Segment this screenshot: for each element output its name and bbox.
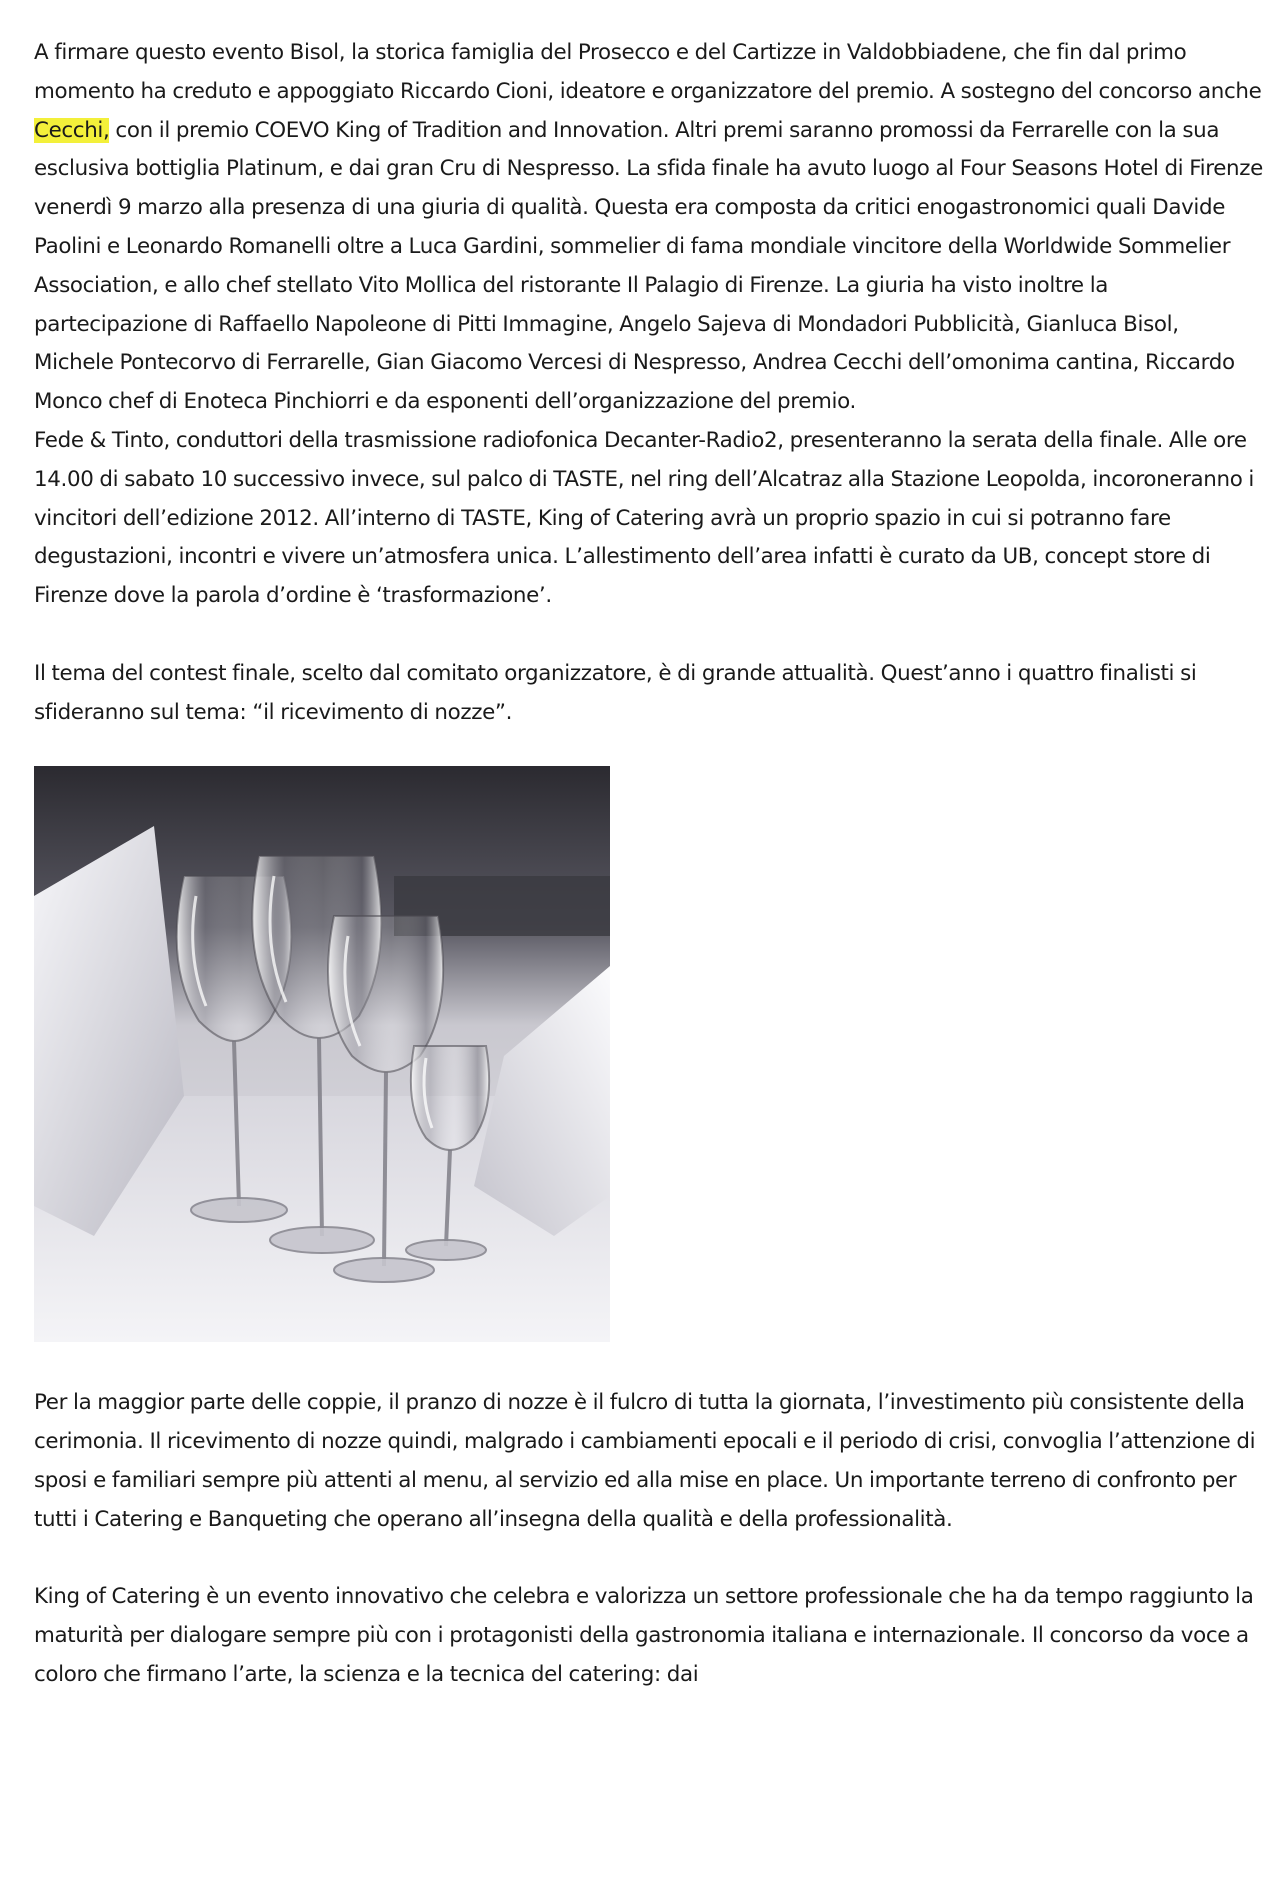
paragraph-spacer (34, 1540, 1264, 1579)
paragraph-presenters: Fede & Tinto, conduttori della trasmissione radiofonica Decanter-Radio2, presenteranno la serata della finale. Alle ore 14.00 di sabato 10 successivo invece, sul palco di TASTE, nel ring dell’Alcatraz alla Stazione Leopolda, incoroneranno i vincitori dell’edizione 2012. All’interno di TASTE, King of Catering avrà un proprio spazio in cui si potranno fare degustazioni, incontri e vivere un’atmosfera unica. L’allestimento dell’area infatti è curato da UB, concept store di Firenze dove la parola d’ordine è ‘trasformazione’. (34, 427, 1254, 609)
paragraph-wedding-lunch: Per la maggior parte delle coppie, il pranzo di nozze è il fulcro di tutta la giornata, l’investimento più consistente della cerimonia. Il ricevimento di nozze quindi, malgrado i cambiamenti epocali e il periodo di crisi, convoglia l’attenzione di sposi e familiari sempre più attenti al menu, al servizio ed alla mise en place. Un importante terreno di confronto per tutti i Catering e Banqueting che operano all’insegna della qualità e della professionalità. (34, 1390, 1256, 1532)
wine-glasses-illustration (34, 766, 610, 1342)
paragraph-jury-text-end: con il premio COEVO King of Tradition and Innovation. Altri premi saranno promossi da Ferrarelle con la sua esclusiva bottiglia Platinum, e dai gran Cru di Nespresso. La sfida finale ha avuto luogo al Four Seasons Hotel di Firenze venerdì 9 marzo alla presenza di una giuria di qualità. Questa era composta da critici enogastronomici quali Davide Paolini e Leonardo Romanelli oltre a Luca Gardini, sommelier di fama mondiale vincitore della Worldwide Sommelier Association, e allo chef stellato Vito Mollica del ristorante Il Palagio di Firenze. La giuria ha visto inoltre la partecipazione di Raffaello Napoleone di Pitti Immagine, Angelo Sajeva di Mondadori Pubblicità, Gianluca Bisol, Michele Pontecorvo di Ferrarelle, Gian Giacomo Vercesi di Nespresso, Andrea Cecchi dell’omonima cantina, Riccardo Monco chef di Enoteca Pinchiorri e da esponenti dell’organizzazione del premio. (34, 117, 1263, 415)
paragraph-jury-text-start: A firmare questo evento Bisol, la storica famiglia del Prosecco e del Cartizze in Valdobbiadene, che fin dal primo momento ha creduto e appoggiato Riccardo Cioni, ideatore e organizzatore del premio. A sostegno del concorso anche (34, 40, 1262, 104)
wine-glasses-photo (34, 766, 610, 1342)
paragraph-contest-theme: Il tema del contest finale, scelto dal comitato organizzatore, è di grande attualità. Quest’anno i quattro finalisti si sfideranno sul tema: “il ricevimento di nozze”. (34, 660, 1197, 725)
paragraph-spacer (34, 616, 1264, 655)
paragraph-jury (34, 34, 1264, 422)
highlighted-word: Cecchi, (34, 117, 110, 143)
paragraph-king-of-catering: King of Catering è un evento innovativo che celebra e valorizza un settore professionale che ha da tempo raggiunto la maturità per dialogare sempre più con i protagonisti della gastronomia italiana e internazionale. Il concorso da voce a coloro che firmano l’arte, la scienza e la tecnica del catering: dai (34, 1584, 1254, 1687)
article-body (34, 34, 1264, 1695)
